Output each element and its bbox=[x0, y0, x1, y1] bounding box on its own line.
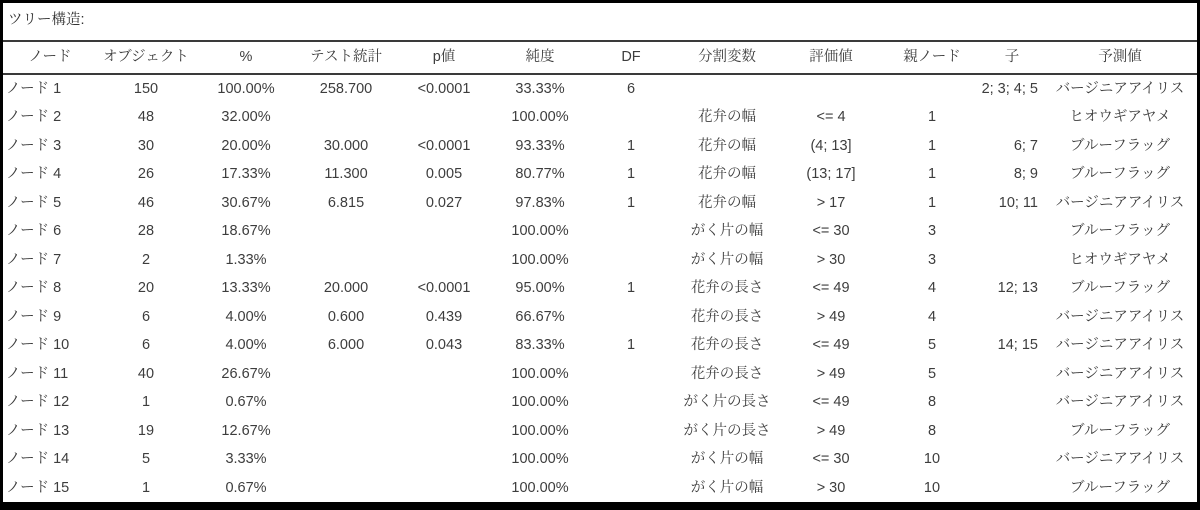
cell: 花弁の長さ bbox=[690, 280, 764, 297]
table-body bbox=[3, 75, 1197, 502]
cell: 100.00% bbox=[511, 251, 569, 268]
table-row bbox=[3, 417, 1197, 445]
cell: <0.0001 bbox=[417, 280, 471, 297]
cell: 花弁の長さ bbox=[690, 308, 764, 325]
cell: 4 bbox=[927, 280, 937, 297]
cell: 花弁の長さ bbox=[690, 365, 764, 382]
table-header bbox=[3, 42, 1197, 75]
cell: 150 bbox=[133, 80, 159, 97]
cell: 1 bbox=[626, 280, 636, 297]
cell: 30.000 bbox=[323, 137, 369, 154]
cell: ノード 12 bbox=[6, 394, 70, 411]
table-row bbox=[3, 189, 1197, 217]
cell: > 30 bbox=[816, 479, 846, 496]
cell: 100.00% bbox=[511, 109, 569, 126]
cell: ノード 7 bbox=[6, 251, 62, 268]
cell: > 17 bbox=[816, 194, 846, 211]
cell: 48 bbox=[137, 109, 155, 126]
cell: 8 bbox=[927, 394, 937, 411]
table-row bbox=[3, 274, 1197, 302]
cell: <0.0001 bbox=[417, 137, 471, 154]
cell: がく片の幅 bbox=[690, 451, 764, 468]
page-title: ツリー構造: bbox=[8, 12, 85, 28]
cell: 83.33% bbox=[515, 337, 565, 354]
cell: (4; 13] bbox=[810, 137, 852, 154]
cell: 1 bbox=[626, 166, 636, 183]
cell: 花弁の幅 bbox=[698, 166, 756, 183]
cell: ノード 15 bbox=[6, 479, 70, 496]
cell: 4.00% bbox=[225, 337, 267, 354]
cell: 6.000 bbox=[327, 337, 365, 354]
table-row bbox=[3, 103, 1197, 131]
cell: <= 4 bbox=[816, 109, 846, 126]
column-header: 予測値 bbox=[1098, 49, 1142, 66]
cell: 66.67% bbox=[515, 308, 565, 325]
cell: バージニアアイリス bbox=[1055, 194, 1185, 211]
cell: 30 bbox=[137, 137, 155, 154]
cell: 0.67% bbox=[225, 394, 267, 411]
column-header: 親ノード bbox=[903, 49, 961, 66]
cell: ノード 14 bbox=[6, 451, 70, 468]
cell: バージニアアイリス bbox=[1055, 308, 1185, 325]
cell: 0.005 bbox=[425, 166, 463, 183]
cell: (13; 17] bbox=[806, 166, 856, 183]
cell: 100.00% bbox=[511, 422, 569, 439]
cell: 3.33% bbox=[225, 451, 267, 468]
cell: 100.00% bbox=[511, 394, 569, 411]
cell: 花弁の幅 bbox=[698, 137, 756, 154]
cell: 4 bbox=[927, 308, 937, 325]
cell: 100.00% bbox=[511, 365, 569, 382]
table-row bbox=[3, 303, 1197, 331]
cell: ブルーフラッグ bbox=[1070, 479, 1170, 496]
cell: 2 bbox=[141, 251, 151, 268]
cell: 20 bbox=[137, 280, 155, 297]
cell: 93.33% bbox=[515, 137, 565, 154]
cell: 10 bbox=[923, 479, 941, 496]
cell: バージニアアイリス bbox=[1055, 451, 1185, 468]
cell: > 49 bbox=[816, 365, 846, 382]
cell: 28 bbox=[137, 223, 155, 240]
column-header: 純度 bbox=[525, 49, 555, 66]
cell: ノード 6 bbox=[6, 223, 62, 240]
cell: 1 bbox=[626, 337, 636, 354]
cell: <0.0001 bbox=[417, 80, 471, 97]
cell: ノード 13 bbox=[6, 422, 70, 439]
cell: 32.00% bbox=[221, 109, 271, 126]
cell: 19 bbox=[137, 422, 155, 439]
cell: > 49 bbox=[816, 422, 846, 439]
cell: 1 bbox=[626, 194, 636, 211]
table-row bbox=[3, 160, 1197, 188]
cell: 97.83% bbox=[515, 194, 565, 211]
cell: ヒオウギアヤメ bbox=[1069, 251, 1171, 268]
cell: 20.000 bbox=[323, 280, 369, 297]
cell: ノード 11 bbox=[6, 365, 69, 382]
cell: バージニアアイリス bbox=[1055, 365, 1185, 382]
cell: <= 49 bbox=[812, 394, 850, 411]
cell: 1 bbox=[141, 394, 151, 411]
cell: 46 bbox=[137, 194, 155, 211]
cell: がく片の幅 bbox=[690, 251, 764, 268]
column-header: テスト統計 bbox=[310, 49, 382, 66]
cell: 12; 13 bbox=[997, 280, 1038, 297]
cell: 17.33% bbox=[221, 166, 271, 183]
cell: 5 bbox=[927, 365, 937, 382]
cell: ノード 9 bbox=[6, 308, 62, 325]
cell: ノード 10 bbox=[6, 337, 70, 354]
cell: ノード 8 bbox=[6, 280, 62, 297]
cell: ノード 3 bbox=[6, 137, 62, 154]
column-header: オブジェクト bbox=[103, 49, 189, 66]
cell: 100.00% bbox=[217, 80, 275, 97]
cell: 1.33% bbox=[225, 251, 267, 268]
cell: 33.33% bbox=[515, 80, 565, 97]
cell: 花弁の幅 bbox=[698, 109, 756, 126]
cell: 1 bbox=[141, 479, 151, 496]
table-row bbox=[3, 331, 1197, 359]
table-row bbox=[3, 217, 1197, 245]
column-header: 分割変数 bbox=[698, 49, 756, 66]
cell: 20.00% bbox=[221, 137, 271, 154]
cell: 8; 9 bbox=[1013, 166, 1038, 183]
cell: ノード 1 bbox=[6, 80, 62, 97]
cell: 1 bbox=[626, 137, 636, 154]
cell: ノード 2 bbox=[6, 109, 62, 126]
cell: 10 bbox=[923, 451, 941, 468]
cell: > 30 bbox=[816, 251, 846, 268]
table-row bbox=[3, 360, 1197, 388]
cell: ブルーフラッグ bbox=[1070, 223, 1170, 240]
table-row bbox=[3, 445, 1197, 473]
cell: 1 bbox=[927, 166, 937, 183]
table-row bbox=[3, 474, 1197, 502]
title-row bbox=[3, 3, 1197, 42]
cell: 1 bbox=[927, 194, 937, 211]
cell: ブルーフラッグ bbox=[1070, 166, 1170, 183]
cell: 5 bbox=[927, 337, 937, 354]
cell: 0.600 bbox=[327, 308, 365, 325]
cell: 花弁の長さ bbox=[690, 337, 764, 354]
cell: 6 bbox=[626, 80, 636, 97]
cell: がく片の長さ bbox=[683, 422, 771, 439]
column-header: ノード bbox=[28, 49, 72, 66]
cell: 5 bbox=[141, 451, 151, 468]
cell: 6; 7 bbox=[1013, 137, 1038, 154]
cell: 1 bbox=[927, 137, 937, 154]
cell: 13.33% bbox=[221, 280, 271, 297]
cell: がく片の幅 bbox=[690, 479, 764, 496]
cell: 4.00% bbox=[225, 308, 267, 325]
cell: > 49 bbox=[816, 308, 846, 325]
cell: 3 bbox=[927, 251, 937, 268]
cell: <= 49 bbox=[812, 337, 850, 354]
cell: 花弁の幅 bbox=[698, 194, 756, 211]
cell: ヒオウギアヤメ bbox=[1069, 109, 1171, 126]
column-header: p値 bbox=[432, 49, 456, 66]
cell: 14; 15 bbox=[997, 337, 1038, 354]
cell: 10; 11 bbox=[998, 194, 1038, 211]
cell: 95.00% bbox=[515, 280, 565, 297]
cell: <= 30 bbox=[812, 451, 850, 468]
column-header: 評価値 bbox=[809, 49, 853, 66]
table-row bbox=[3, 132, 1197, 160]
cell: 6.815 bbox=[327, 194, 365, 211]
cell: ノード 5 bbox=[6, 194, 62, 211]
cell: 40 bbox=[137, 365, 155, 382]
cell: 258.700 bbox=[319, 80, 373, 97]
cell: 11.300 bbox=[324, 166, 368, 183]
cell: 2; 3; 4; 5 bbox=[981, 80, 1038, 97]
cell: 26.67% bbox=[221, 365, 271, 382]
cell: がく片の長さ bbox=[683, 394, 771, 411]
cell: ブルーフラッグ bbox=[1070, 137, 1170, 154]
cell: バージニアアイリス bbox=[1055, 80, 1185, 97]
cell: 26 bbox=[137, 166, 155, 183]
cell: 6 bbox=[141, 337, 151, 354]
cell: 100.00% bbox=[511, 479, 569, 496]
table-row bbox=[3, 75, 1197, 103]
cell: <= 30 bbox=[812, 223, 850, 240]
cell: 0.043 bbox=[425, 337, 463, 354]
cell: 3 bbox=[927, 223, 937, 240]
cell: 30.67% bbox=[221, 194, 271, 211]
cell: 100.00% bbox=[511, 451, 569, 468]
cell: 100.00% bbox=[511, 223, 569, 240]
cell: がく片の幅 bbox=[690, 223, 764, 240]
cell: ブルーフラッグ bbox=[1070, 422, 1170, 439]
cell: 0.67% bbox=[225, 479, 267, 496]
cell: 8 bbox=[927, 422, 937, 439]
cell: バージニアアイリス bbox=[1055, 337, 1185, 354]
cell: 18.67% bbox=[221, 223, 271, 240]
cell: 12.67% bbox=[221, 422, 271, 439]
cell: 80.77% bbox=[515, 166, 565, 183]
table-row bbox=[3, 246, 1197, 274]
cell: バージニアアイリス bbox=[1055, 394, 1185, 411]
cell: 0.439 bbox=[425, 308, 463, 325]
column-header: DF bbox=[621, 49, 641, 66]
table-row bbox=[3, 388, 1197, 416]
cell: 1 bbox=[927, 109, 937, 126]
cell: ノード 4 bbox=[6, 166, 62, 183]
cell: <= 49 bbox=[812, 280, 850, 297]
cell: 6 bbox=[141, 308, 151, 325]
cell: ブルーフラッグ bbox=[1070, 280, 1170, 297]
cell: 0.027 bbox=[425, 194, 463, 211]
column-header: 子 bbox=[1004, 49, 1020, 66]
column-header: % bbox=[239, 49, 253, 66]
